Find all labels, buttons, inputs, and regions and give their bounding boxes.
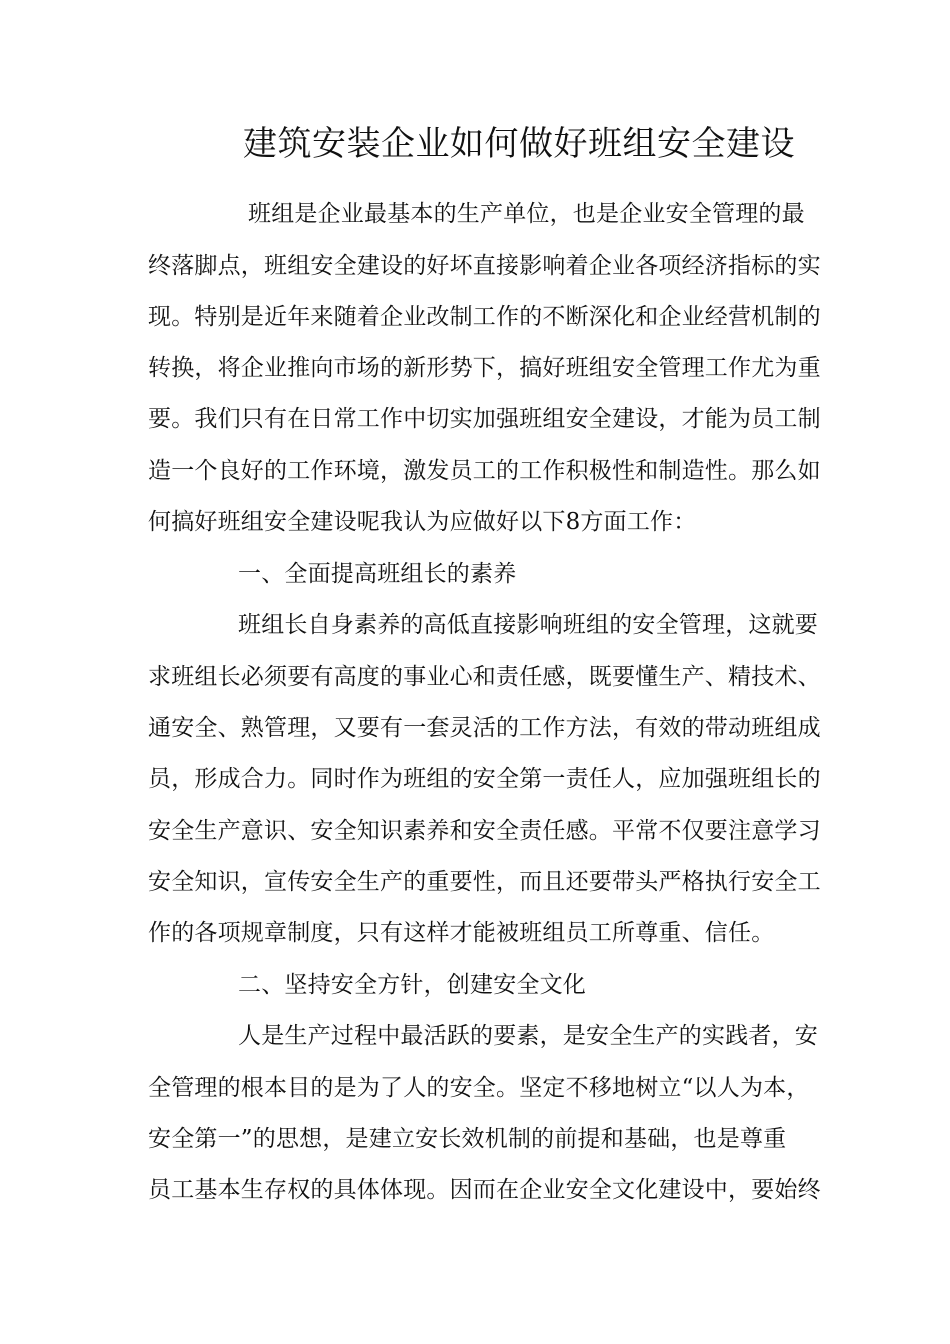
paragraph-line: 安全知识，宣传安全生产的重要性，而且还要带头严格执行安全工 bbox=[148, 869, 821, 895]
paragraph-line: 要。我们只有在日常工作中切实加强班组安全建设，才能为员工制 bbox=[148, 406, 821, 432]
paragraph-line: 转换，将企业推向市场的新形势下，搞好班组安全管理工作尤为重 bbox=[148, 355, 821, 381]
paragraph-line: 员工基本生存权的具体体现。因而在企业安全文化建设中，要始终 bbox=[148, 1177, 821, 1203]
paragraph-line: 何搞好班组安全建设呢我认为应做好以下8方面工作： bbox=[148, 509, 697, 535]
document-title: 建筑安装企业如何做好班组安全建设 bbox=[243, 124, 795, 164]
paragraph-line: 安全第一”的思想，是建立安长效机制的前提和基础，也是尊重 bbox=[148, 1126, 787, 1152]
paragraph-line: 求班组长必须要有高度的事业心和责任感，既要懂生产、精技术、 bbox=[148, 664, 821, 690]
section-heading: 二、坚持安全方针，创建安全文化 bbox=[238, 972, 586, 998]
paragraph-line: 作的各项规章制度，只有这样才能被班组员工所尊重、信任。 bbox=[148, 920, 775, 946]
paragraph-line: 员，形成合力。同时作为班组的安全第一责任人，应加强班组长的 bbox=[148, 766, 821, 792]
paragraph-line: 造一个良好的工作环境，激发员工的工作积极性和制造性。那么如 bbox=[148, 458, 821, 484]
section-heading: 一、全面提高班组长的素养 bbox=[238, 561, 517, 587]
paragraph-line: 班组长自身素养的高低直接影响班组的安全管理，这就要 bbox=[238, 612, 818, 638]
paragraph-line: 现。特别是近年来随着企业改制工作的不断深化和企业经营机制的 bbox=[148, 304, 821, 330]
paragraph-line: 人是生产过程中最活跃的要素，是安全生产的实践者，安 bbox=[238, 1023, 818, 1049]
paragraph-line: 全管理的根本目的是为了人的安全。坚定不移地树立“以人为本， bbox=[148, 1075, 810, 1101]
paragraph-line: 班组是企业最基本的生产单位，也是企业安全管理的最 bbox=[248, 201, 805, 227]
paragraph-line: 终落脚点，班组安全建设的好坏直接影响着企业各项经济指标的实 bbox=[148, 253, 821, 279]
paragraph-line: 通安全、熟管理，又要有一套灵活的工作方法，有效的带动班组成 bbox=[148, 715, 821, 741]
paragraph-line: 安全生产意识、安全知识素养和安全责任感。平常不仅要注意学习 bbox=[148, 818, 821, 844]
